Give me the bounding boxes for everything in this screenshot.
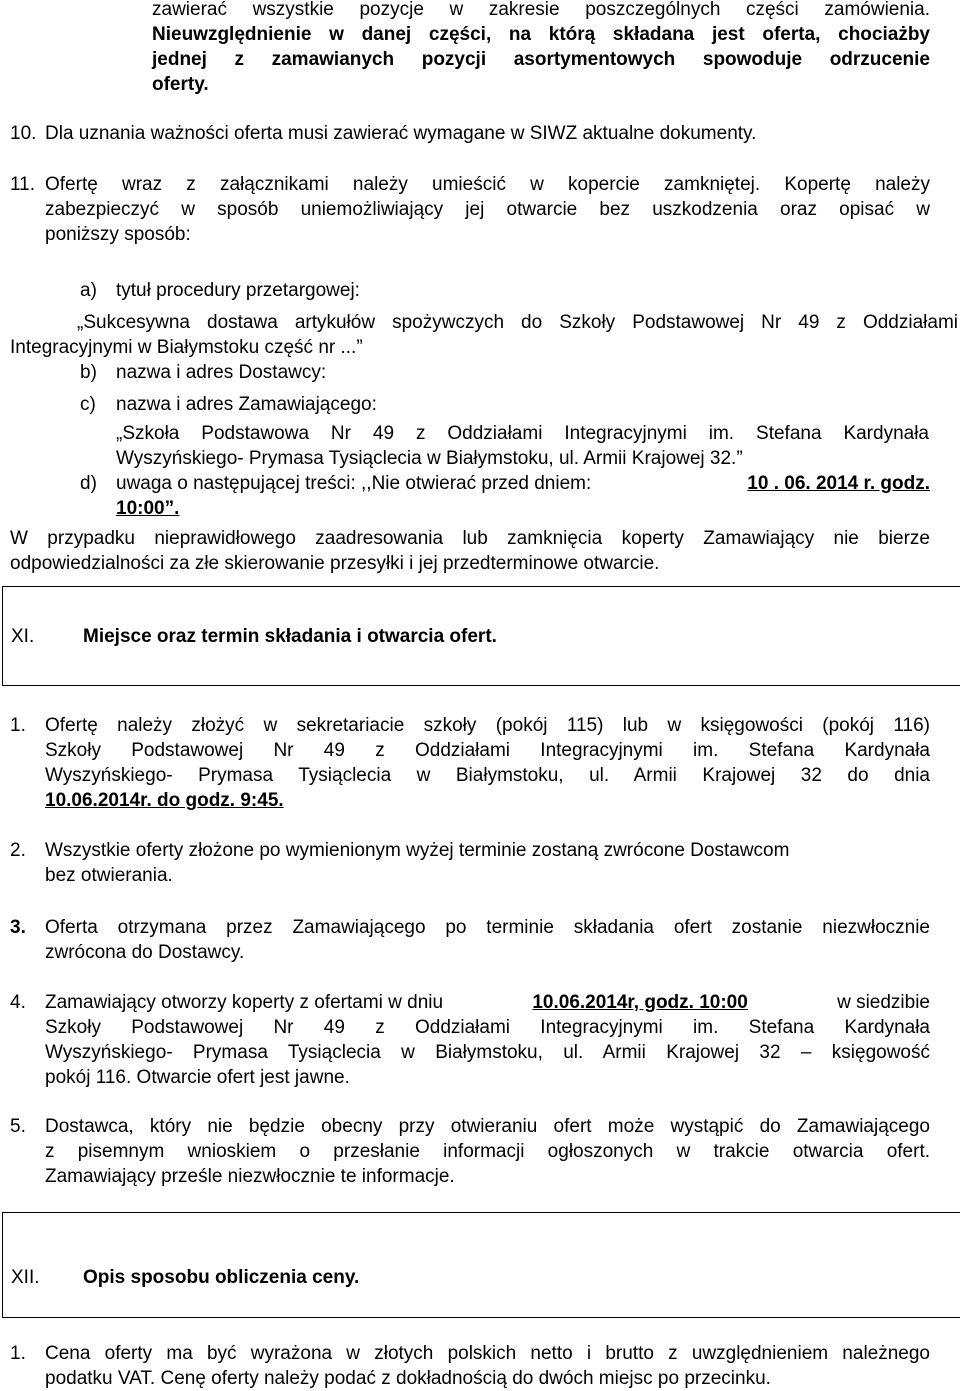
intro-warning-line: jednej z zamawianych pozycji asortymentowych spowoduje odrzucenie [152,49,930,70]
item-10-text: Dla uznania ważności oferta musi zawierać wymagane w SIWZ aktualne dokumenty. [45,123,757,144]
item-10-number: 10. [10,123,37,144]
item-11-number: 11. [10,174,36,195]
s11-item-4-date: 10.06.2014r, godz. 10:00 [532,992,748,1013]
s11-item-3-line: zwrócona do Dostawcy. [45,942,245,963]
envelope-a-value: „Sukcesywna dostawa artykułów spożywczych do Szkoły Podstawowej Nr 49 z Oddziałami [77,312,958,333]
envelope-d-date: 10 . 06. 2014 r. godz. [747,473,930,494]
envelope-c-label: c) [80,394,96,415]
s11-item-2-line: Wszystkie oferty złożone po wymienionym wyżej terminie zostaną zwrócone Dostawcom [45,840,790,861]
section-12-number: XII. [11,1267,40,1288]
s11-item-4-text: w siedzibie [837,992,930,1013]
s11-item-4-body [45,990,930,1090]
s11-item-1-line: Wyszyńskiego- Prymasa Tysiąclecia w Białymstoku, ul. Armii Krajowej 32 do dnia [45,765,930,786]
s11-item-5-line: Zamawiający prześle niezwłocznie te informacje. [45,1166,455,1187]
s11-item-4-line: pokój 116. Otwarcie ofert jest jawne. [45,1067,350,1088]
s11-item-5-line: z pisemnym wnioskiem o przesłanie informacji ogłoszonych w trakcie otwarcia ofert. [45,1141,930,1162]
s11-item-4-number: 4. [10,992,26,1013]
s11-item-2-body [45,838,930,888]
envelope-a-value: Integracyjnymi w Białymstoku część nr ...” [10,337,363,358]
s11-item-1-line: Ofertę należy złożyć w sekretariacie szkoły (pokój 115) lub w księgowości (pokój 116) [45,715,930,736]
envelope-d-label: d) [80,473,97,494]
intro-warning [152,22,930,97]
envelope-c-value: Wyszyńskiego- Prymasa Tysiąclecia w Białymstoku, ul. Armii Krajowej 32.” [116,448,743,469]
s11-item-5-number: 5. [10,1116,26,1137]
envelope-a-text: tytuł procedury przetargowej: [116,280,360,301]
warning-line: odpowiedzialności za złe skierowanie przesyłki i jej przedterminowe otwarcie. [10,553,660,574]
envelope-b-text: nazwa i adres Dostawcy: [116,362,327,383]
envelope-c-value: „Szkoła Podstawowa Nr 49 z Oddziałami Integracyjnymi im. Stefana Kardynała [116,423,929,444]
intro-warning-line: Nieuwzględnienie w danej części, na którą składana jest oferta, chociażby [152,24,930,45]
intro-warning-line: oferty. [152,74,209,95]
s11-item-2-number: 2. [10,840,26,861]
s11-item-4-line: Wyszyńskiego- Prymasa Tysiąclecia w Białymstoku, ul. Armii Krajowej 32 – księgowość [45,1042,930,1063]
s11-item-5-line: Dostawca, który nie będzie obecny przy otwieraniu ofert może wystąpić do Zamawiającego [45,1116,930,1137]
s11-item-4-line: Szkoły Podstawowej Nr 49 z Oddziałami Integracyjnymi im. Stefana Kardynała [45,1017,930,1038]
envelope-a-label: a) [80,280,97,301]
item-11-line: zabezpieczyć w sposób uniemożliwiający jej otwarcie bez uszkodzenia oraz opisać w [45,199,930,220]
section-12-title: Opis sposobu obliczenia ceny. [83,1267,360,1288]
s11-item-3-line: Oferta otrzymana przez Zamawiającego po terminie składania ofert zostanie niezwłocznie [45,917,930,938]
warning-paragraph [10,526,930,576]
s11-item-1-deadline: 10.06.2014r. do godz. 9:45. [45,790,284,811]
s11-item-3-number: 3. [10,917,26,938]
intro-line: zawierać wszystkie pozycje w zakresie poszczególnych części zamówienia. [152,0,930,20]
envelope-b-label: b) [80,362,97,383]
s11-item-1-number: 1. [10,715,26,736]
s12-item-1-line: podatku VAT. Cenę oferty należy podać z dokładnością do dwóch miejsc po przecinku. [45,1368,771,1389]
item-11-body [45,172,930,247]
s12-item-1-body [45,1341,930,1391]
s11-item-4-line [45,990,930,1015]
s12-item-1-number: 1. [10,1343,26,1364]
s11-item-3-body [45,915,930,965]
item-11-line: poniższy sposób: [45,224,191,245]
s11-item-1-body [45,713,930,813]
section-11-heading [2,586,960,686]
item-11-line: Ofertę wraz z załącznikami należy umieścić w kopercie zamkniętej. Kopertę należy [45,174,930,195]
s12-item-1-line: Cena oferty ma być wyrażona w złotych polskich netto i brutto z uwzględnieniem należnego [45,1343,930,1364]
warning-line: W przypadku nieprawidłowego zaadresowania lub zamknięcia koperty Zamawiający nie bierze [10,528,930,549]
section-11-title: Miejsce oraz termin składania i otwarcia ofert. [83,626,497,647]
section-11-number: XI. [11,626,35,647]
s11-item-2-line: bez otwierania. [45,865,173,886]
s11-item-1-line: Szkoły Podstawowej Nr 49 z Oddziałami Integracyjnymi im. Stefana Kardynała [45,740,930,761]
s11-item-5-body [45,1114,930,1189]
envelope-d-text: uwaga o następującej treści: ,,Nie otwierać przed dniem: [116,473,592,494]
envelope-d-time: 10:00”. [116,498,180,519]
s11-item-4-text: Zamawiający otworzy koperty z ofertami w dniu [45,992,444,1013]
envelope-c-text: nazwa i adres Zamawiającego: [116,394,377,415]
section-12-heading [2,1212,960,1318]
envelope-d-line [116,471,930,496]
